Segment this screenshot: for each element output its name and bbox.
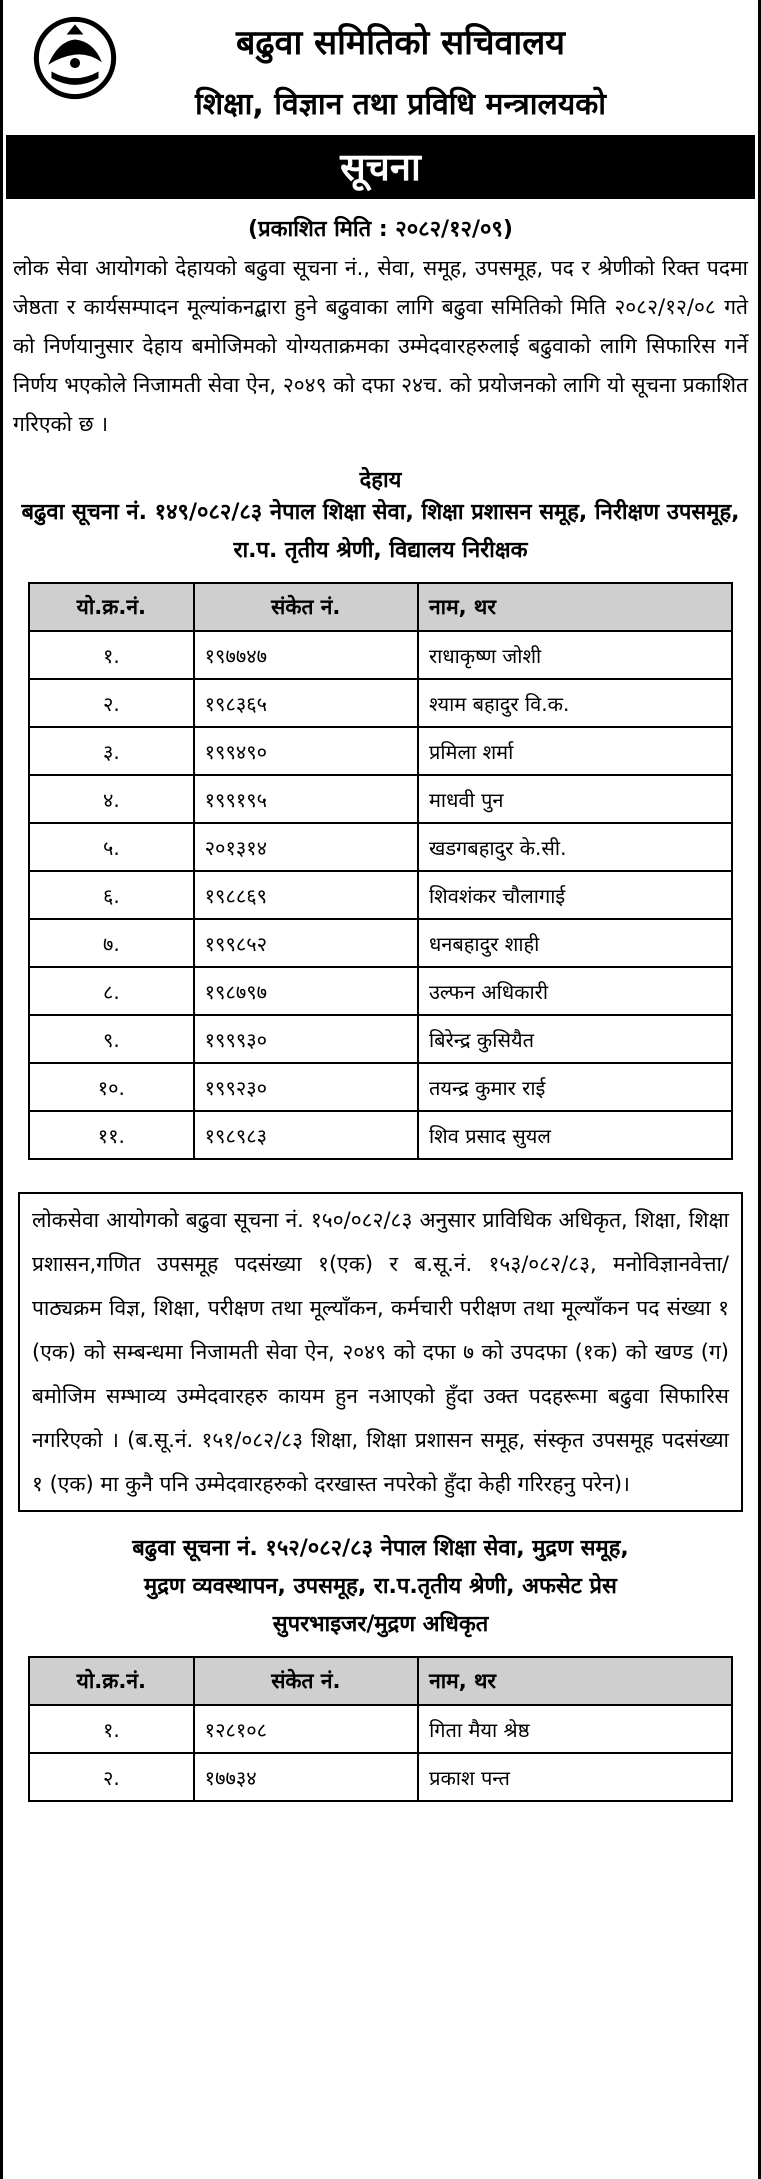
table-header-row	[29, 583, 732, 631]
name-cell: शिव प्रसाद सुयल	[418, 1111, 732, 1159]
serial-cell: १.	[29, 1705, 194, 1753]
name-cell: तयन्द्र कुमार राई	[418, 1063, 732, 1111]
serial-cell: १०.	[29, 1063, 194, 1111]
table-row	[29, 967, 732, 1015]
serial-cell: ७.	[29, 919, 194, 967]
column-header-serial: यो.क्र.नं.	[29, 1657, 194, 1705]
name-cell: प्रकाश पन्त	[418, 1753, 732, 1801]
table-row	[29, 1111, 732, 1159]
table-header-row	[29, 1657, 732, 1705]
name-cell: प्रमिला शर्मा	[418, 727, 732, 775]
name-cell: उल्फन अधिकारी	[418, 967, 732, 1015]
section1-table	[28, 582, 733, 1160]
table-row	[29, 1063, 732, 1111]
code-cell: १७७३४	[194, 1753, 418, 1801]
table-row	[29, 919, 732, 967]
table-row	[29, 631, 732, 679]
section2-heading-line1: बढुवा सूचना नं. १५२/०८२/८३ नेपाल शिक्षा सेवा, मुद्रण समूह,	[132, 1536, 629, 1561]
intro-paragraph: लोक सेवा आयोगको देहायको बढुवा सूचना नं., सेवा, समूह, उपसमूह, पद र श्रेणीको रिक्त पदमा जेष्ठता र कार्यसम्पादन मूल्यांकनद्बारा हुने बढुवाका लागि बढुवा समितिको मिति २०८२/१२/०८ गते को निर्णयानुसार देहाय बमोजिमको योग्यताक्रमका उम्मेदवारहरुलाई बढुवाको लागि सिफारिस गर्ने निर्णय भएकोले निजामती सेवा ऐन, २०४९ को दफा २४च. को प्रयोजनको लागि यो सूचना प्रकाशित गरिएको छ ।	[13, 256, 748, 436]
name-cell: राधाकृष्ण जोशी	[418, 631, 732, 679]
section2-heading-line2: मुद्रण व्यवस्थापन, उपसमूह, रा.प.तृतीय श्रेणी, अफसेट प्रेस	[144, 1574, 617, 1599]
serial-cell: २.	[29, 679, 194, 727]
code-cell: १९९१९५	[194, 775, 418, 823]
table-row	[29, 871, 732, 919]
code-cell: १९८३६५	[194, 679, 418, 727]
serial-cell: ९.	[29, 1015, 194, 1063]
code-cell: १९९८५२	[194, 919, 418, 967]
column-header-serial: यो.क्र.नं.	[29, 583, 194, 631]
column-header-name: नाम, थर	[418, 1657, 732, 1705]
section2-heading-line3: सुपरभाइजर/मुद्रण अधिकृत	[272, 1612, 489, 1637]
notice-title-bar: सूचना	[6, 135, 755, 199]
boxed-note: लोकसेवा आयोगको बढुवा सूचना नं. १५०/०८२/८३ अनुसार प्राविधिक अधिकृत, शिक्षा, शिक्षा प्रशासन,गणित उपसमूह पदसंख्या १(एक) र ब.सू.नं. १५३/०८२/८३, मनोविज्ञानवेत्ता/ पाठ्यक्रम विज्ञ, शिक्षा, परीक्षण तथा मूल्याँकन, कर्मचारी परीक्षण तथा मूल्याँकन पद संख्या १ (एक) को सम्बन्धमा निजामती सेवा ऐन, २०४९ को दफा ७ को उपदफा (१क) को खण्ड (ग) बमोजिम सम्भाव्य उम्मेदवारहरु कायम हुन नआएको हुँदा उक्त पदहरूमा बढुवा सिफारिस नगरिएको । (ब.सू.नं. १५१/०८२/८३ शिक्षा, शिक्षा प्रशासन समूह, संस्कृत उपसमूह पदसंख्या १ (एक) मा कुनै पनि उम्मेदवारहरुको दरखास्त नपरेको हुँदा केही गरिरहनु परेन)।	[18, 1192, 743, 1512]
table-row	[29, 1753, 732, 1801]
name-cell: गिता मैया श्रेष्ठ	[418, 1705, 732, 1753]
section2-table	[28, 1656, 733, 1802]
name-cell: बिरेन्द्र कुसियैत	[418, 1015, 732, 1063]
name-cell: श्याम बहादुर वि.क.	[418, 679, 732, 727]
serial-cell: ३.	[29, 727, 194, 775]
code-cell: १९९९३०	[194, 1015, 418, 1063]
table-row	[29, 1705, 732, 1753]
dehay-heading: देहाय	[359, 468, 402, 493]
serial-cell: ४.	[29, 775, 194, 823]
published-date: (प्रकाशित मिति : २०८२/१२/०९)	[248, 217, 513, 242]
serial-cell: ५.	[29, 823, 194, 871]
section2-heading	[13, 1530, 748, 1644]
code-cell: १९९२३०	[194, 1063, 418, 1111]
serial-cell: ८.	[29, 967, 194, 1015]
column-header-code: संकेत नं.	[194, 1657, 418, 1705]
name-cell: शिवशंकर चौलागाई	[418, 871, 732, 919]
name-cell: धनबहादुर शाही	[418, 919, 732, 967]
code-cell: २०१३१४	[194, 823, 418, 871]
code-cell: १९८७९७	[194, 967, 418, 1015]
column-header-name: नाम, थर	[418, 583, 732, 631]
table-row	[29, 775, 732, 823]
code-cell: १२८१०८	[194, 1705, 418, 1753]
serial-cell: ६.	[29, 871, 194, 919]
name-cell: खडगबहादुर के.सी.	[418, 823, 732, 871]
serial-cell: १.	[29, 631, 194, 679]
table-row	[29, 727, 732, 775]
table-row	[29, 823, 732, 871]
table-row	[29, 679, 732, 727]
column-header-code: संकेत नं.	[194, 583, 418, 631]
header	[13, 0, 748, 135]
secretariat-title: बढुवा समितिको सचिवालय	[235, 23, 566, 63]
serial-cell: ११.	[29, 1111, 194, 1159]
code-cell: १९७७४७	[194, 631, 418, 679]
code-cell: १९९४९०	[194, 727, 418, 775]
table-row	[29, 1015, 732, 1063]
name-cell: माधवी पुन	[418, 775, 732, 823]
serial-cell: २.	[29, 1753, 194, 1801]
section1-heading: बढुवा सूचना नं. १४९/०८२/८३ नेपाल शिक्षा सेवा, शिक्षा प्रशासन समूह, निरीक्षण उपसमूह, रा.प. तृतीय श्रेणी, विद्यालय निरीक्षक	[21, 500, 740, 563]
code-cell: १९८९८३	[194, 1111, 418, 1159]
code-cell: १९८८६९	[194, 871, 418, 919]
ministry-title: शिक्षा, विज्ञान तथा प्रविधि मन्त्रालयको	[194, 87, 607, 122]
